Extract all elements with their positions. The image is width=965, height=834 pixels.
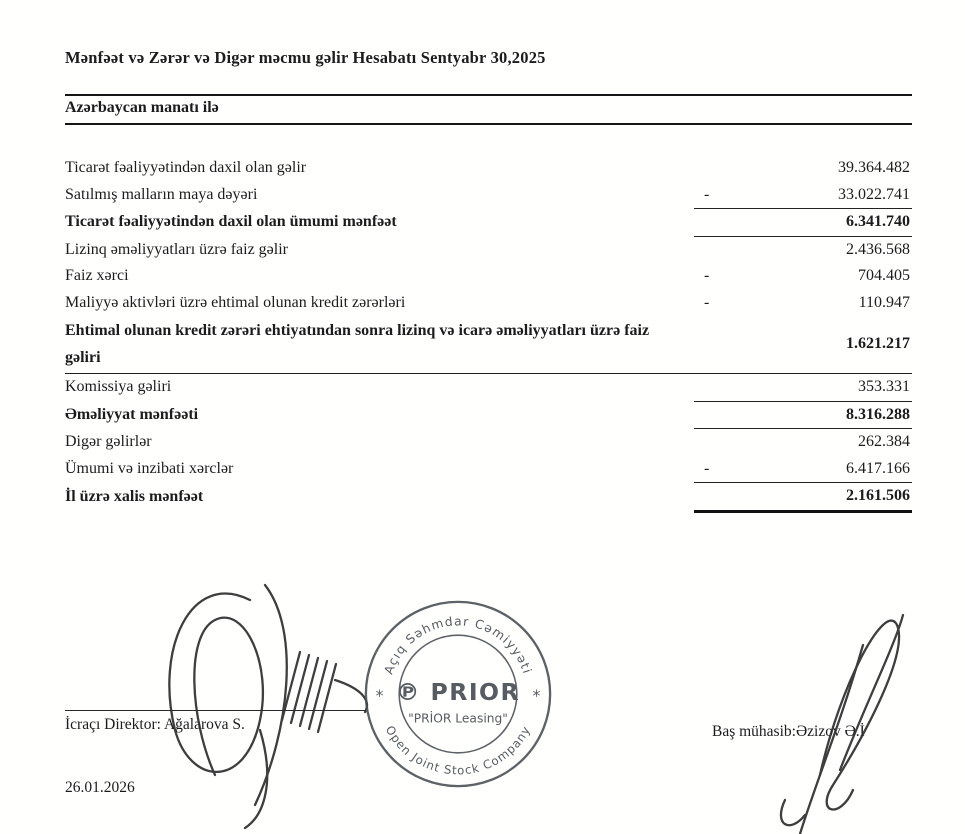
statement-row bbox=[65, 237, 912, 264]
row-amount-group bbox=[694, 182, 912, 209]
row-amount: 39.364.482 bbox=[838, 159, 910, 176]
statement-row bbox=[65, 263, 912, 290]
signature-stroke bbox=[169, 594, 263, 775]
stamp-top-arc-textpath: Açıq Səhmdar Cəmiyyəti bbox=[381, 614, 535, 677]
row-label: Maliyyə aktivləri üzrə ehtimal olunan kredit zərərləri bbox=[65, 293, 406, 311]
signature-stroke bbox=[282, 652, 336, 732]
row-amount: 110.947 bbox=[858, 293, 910, 311]
row-amount: 353.331 bbox=[858, 378, 910, 395]
statement-row bbox=[65, 374, 912, 401]
row-label: Ehtimal olunan kredit zərəri ehtiyatından sonra lizinq və icarə əməliyyatları üzrə faiz gəliri bbox=[65, 322, 650, 366]
row-label: İl üzrə xalis mənfəət bbox=[65, 488, 204, 505]
row-amount-group bbox=[694, 401, 912, 430]
row-label: Ticarət fəaliyyətindən daxil olan ümumi mənfəət bbox=[65, 213, 397, 230]
row-label: Lizinq əməliyyatları üzrə faiz gəlir bbox=[65, 240, 288, 258]
statement-total-row bbox=[65, 482, 912, 513]
signature-stroke bbox=[245, 730, 267, 828]
currency-note-bar bbox=[65, 94, 912, 125]
row-label: Ümumi və inzibati xərclər bbox=[65, 459, 234, 477]
row-label: Komissiya gəliri bbox=[65, 378, 172, 395]
statement-row bbox=[65, 155, 912, 182]
row-label: Satılmış malların maya dəyəri bbox=[65, 185, 258, 203]
row-amount: 6.341.740 bbox=[846, 213, 910, 230]
row-label: Əməliyyat mənfəəti bbox=[65, 405, 199, 423]
row-label: Ticarət fəaliyyətindən daxil olan gəlir bbox=[65, 159, 307, 176]
statement-rows bbox=[65, 155, 912, 513]
statement-content bbox=[65, 48, 912, 513]
statement-subtotal-row bbox=[65, 316, 912, 374]
statement-row bbox=[65, 456, 912, 483]
chief-accountant-label: Baş mühasib:Əzizov Ə.İ bbox=[712, 723, 865, 740]
statement-row bbox=[65, 290, 912, 317]
row-amount-group bbox=[694, 429, 912, 456]
accountant-signature-ink bbox=[745, 585, 945, 834]
row-amount-group bbox=[694, 155, 912, 182]
row-amount-group bbox=[694, 208, 912, 237]
row-amount: 6.417.166 bbox=[846, 459, 910, 477]
signature-stroke bbox=[255, 585, 287, 805]
statement-row bbox=[65, 429, 912, 456]
statement-row bbox=[65, 182, 912, 209]
signature-stroke bbox=[820, 621, 899, 810]
document-date: 26.01.2026 bbox=[65, 779, 135, 796]
director-signature-ink bbox=[110, 560, 380, 834]
row-amount: 262.384 bbox=[858, 433, 910, 450]
currency-note-text: Azərbaycan manatı ilə bbox=[65, 99, 219, 116]
director-label: İcraçı Direktor: Ağalarova S. bbox=[65, 716, 245, 733]
stamp-star-left-icon: * bbox=[375, 685, 384, 705]
stamp-logo-text: ℗ PRIOR bbox=[395, 677, 521, 706]
row-sign: - bbox=[704, 267, 710, 284]
row-sign: - bbox=[704, 185, 710, 203]
row-amount: 2.436.568 bbox=[846, 240, 910, 258]
row-amount: 2.161.506 bbox=[846, 487, 910, 504]
row-label: Digər gəlirlər bbox=[65, 433, 152, 450]
row-amount-group bbox=[694, 263, 912, 290]
signature-stroke bbox=[800, 645, 863, 834]
signature-stroke bbox=[781, 800, 805, 825]
row-amount: 8.316.288 bbox=[846, 405, 910, 423]
row-label: Faiz xərci bbox=[65, 267, 129, 284]
stamp-bottom-arc-textpath: Open Joint Stock Company bbox=[382, 723, 534, 778]
company-stamp bbox=[360, 594, 556, 794]
document-title: Mənfəət və Zərər və Digər məcmu gəlir Hesabatı Sentyabr 30,2025 bbox=[65, 48, 546, 67]
statement-subtotal-row bbox=[65, 208, 912, 237]
row-amount: 33.022.741 bbox=[838, 185, 910, 203]
row-amount-group bbox=[694, 456, 912, 483]
row-amount: 1.621.217 bbox=[846, 335, 910, 353]
row-amount-group bbox=[694, 290, 912, 317]
row-amount-group bbox=[694, 374, 912, 401]
stamp-subtitle-text: "PRİOR Leasing" bbox=[408, 711, 508, 726]
stamp-top-arc-text bbox=[382, 614, 535, 676]
row-amount-group bbox=[694, 237, 912, 264]
row-sign: - bbox=[704, 459, 710, 477]
row-amount-group bbox=[694, 331, 912, 358]
statement-subtotal-row bbox=[65, 401, 912, 430]
row-amount: 704.405 bbox=[858, 267, 910, 284]
row-sign: - bbox=[704, 293, 710, 311]
stamp-star-right-icon: * bbox=[532, 685, 541, 705]
row-amount-group bbox=[694, 482, 912, 513]
